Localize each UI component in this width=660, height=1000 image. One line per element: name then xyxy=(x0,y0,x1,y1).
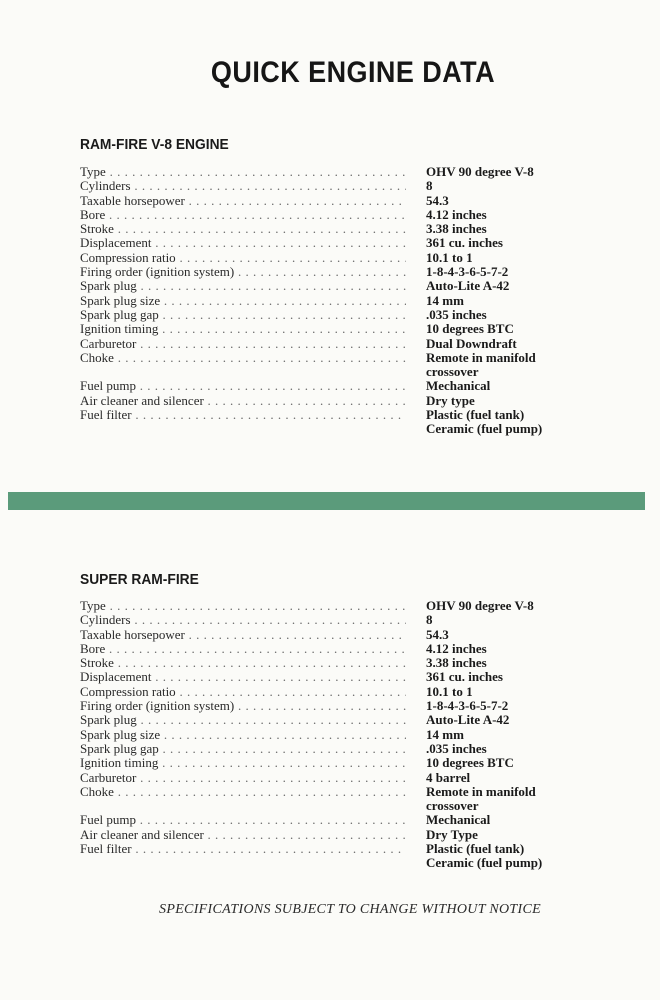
spec-label: Firing order (ignition system) . . . xyxy=(80,699,406,713)
spec-value: 3.38 inches xyxy=(426,221,487,237)
spec-label: Displacement . . . xyxy=(80,670,406,684)
spec-row-continuation xyxy=(80,856,600,870)
spec-label: Cylinders . . . xyxy=(80,613,406,627)
spec-value: Remote in manifold xyxy=(426,349,536,365)
spec-row xyxy=(80,842,600,856)
spec-value: Mechanical xyxy=(426,812,491,828)
spec-value: Plastic (fuel tank) xyxy=(426,841,525,857)
spec-value: 361 cu. inches xyxy=(426,669,503,685)
spec-row xyxy=(80,771,600,785)
spec-row-continuation xyxy=(80,422,600,436)
spec-row xyxy=(80,785,600,799)
spec-value: 14 mm xyxy=(426,292,464,308)
spec-value-continuation: Ceramic (fuel pump) xyxy=(426,421,543,437)
spec-value: 10 degrees BTC xyxy=(426,755,514,771)
spec-list-ram-fire xyxy=(80,165,600,437)
spec-value: Auto-Lite A-42 xyxy=(426,278,510,294)
spec-row xyxy=(80,222,600,236)
footer-notice: SPECIFICATIONS SUBJECT TO CHANGE WITHOUT NOTICE xyxy=(159,902,541,917)
spec-row xyxy=(80,713,600,727)
spec-row xyxy=(80,642,600,656)
spec-row xyxy=(80,599,600,613)
spec-row xyxy=(80,308,600,322)
spec-row xyxy=(80,165,600,179)
spec-label: Carburetor . . . xyxy=(80,771,406,785)
spec-row xyxy=(80,294,600,308)
spec-row-continuation xyxy=(80,365,600,379)
spec-row xyxy=(80,337,600,351)
spec-value: Dry type xyxy=(426,392,475,408)
spec-label: Type . . . xyxy=(80,599,406,613)
spec-value: 4 barrel xyxy=(426,769,471,785)
spec-label: Bore . . . xyxy=(80,208,406,222)
section-heading-super-ram-fire: SUPER RAM-FIRE xyxy=(80,571,199,588)
spec-row xyxy=(80,656,600,670)
spec-value: Auto-Lite A-42 xyxy=(426,712,510,728)
spec-label: Carburetor . . . xyxy=(80,337,406,351)
spec-label: Cylinders . . . xyxy=(80,179,406,193)
spec-row xyxy=(80,756,600,770)
spec-label: Choke . . . xyxy=(80,351,406,365)
spec-value: 4.12 inches xyxy=(426,206,487,222)
spec-row xyxy=(80,179,600,193)
spec-value: Dual Downdraft xyxy=(426,335,517,351)
spec-row xyxy=(80,351,600,365)
spec-value: 361 cu. inches xyxy=(426,235,503,251)
spec-label: Firing order (ignition system) . . . xyxy=(80,265,406,279)
spec-value: 3.38 inches xyxy=(426,655,487,671)
spec-row xyxy=(80,394,600,408)
spec-value: 1-8-4-3-6-5-7-2 xyxy=(426,264,509,280)
spec-value: Mechanical xyxy=(426,378,491,394)
spec-label: Taxable horsepower . . . xyxy=(80,194,406,208)
spec-row xyxy=(80,742,600,756)
spec-row xyxy=(80,208,600,222)
section-heading-ram-fire: RAM-FIRE V-8 ENGINE xyxy=(80,136,229,153)
spec-label: Fuel pump . . . xyxy=(80,379,406,393)
spec-label: Choke . . . xyxy=(80,785,406,799)
spec-value: 10 degrees BTC xyxy=(426,321,514,337)
spec-label: Displacement . . . xyxy=(80,236,406,250)
spec-value: 10.1 to 1 xyxy=(426,249,473,265)
spec-value: 54.3 xyxy=(426,626,449,642)
spec-row xyxy=(80,613,600,627)
spec-label: Ignition timing . . . xyxy=(80,756,406,770)
spec-value: 8 xyxy=(426,178,433,194)
spec-row xyxy=(80,194,600,208)
spec-label: Ignition timing . . . xyxy=(80,322,406,336)
spec-label: Fuel filter . . . xyxy=(80,408,406,422)
spec-label: Taxable horsepower . . . xyxy=(80,628,406,642)
spec-row xyxy=(80,408,600,422)
spec-label: Spark plug . . . xyxy=(80,713,406,727)
spec-value-continuation: Ceramic (fuel pump) xyxy=(426,855,543,871)
spec-label: Spark plug . . . xyxy=(80,279,406,293)
spec-row xyxy=(80,265,600,279)
spec-label: Stroke . . . xyxy=(80,222,406,236)
spec-value: OHV 90 degree V-8 xyxy=(426,164,534,179)
spec-value: OHV 90 degree V-8 xyxy=(426,598,534,613)
green-divider-band xyxy=(8,492,645,510)
spec-row xyxy=(80,628,600,642)
spec-value-continuation: crossover xyxy=(426,364,479,380)
spec-row xyxy=(80,670,600,684)
spec-label: Fuel filter . . . xyxy=(80,842,406,856)
spec-label: Compression ratio . . . xyxy=(80,685,406,699)
spec-value: 1-8-4-3-6-5-7-2 xyxy=(426,698,509,714)
spec-value: Plastic (fuel tank) xyxy=(426,407,525,423)
spec-row xyxy=(80,251,600,265)
spec-row xyxy=(80,322,600,336)
spec-label: Bore . . . xyxy=(80,642,406,656)
spec-label: Compression ratio . . . xyxy=(80,251,406,265)
spec-row xyxy=(80,379,600,393)
spec-label: Spark plug gap . . . xyxy=(80,742,406,756)
spec-label: Spark plug gap . . . xyxy=(80,308,406,322)
spec-row xyxy=(80,279,600,293)
spec-value: 8 xyxy=(426,612,433,628)
spec-row xyxy=(80,699,600,713)
spec-value: Remote in manifold xyxy=(426,783,536,799)
spec-label: Fuel pump . . . xyxy=(80,813,406,827)
spec-value-continuation: crossover xyxy=(426,798,479,814)
spec-row xyxy=(80,685,600,699)
spec-value: 54.3 xyxy=(426,192,449,208)
spec-label: Air cleaner and silencer . . . xyxy=(80,828,406,842)
spec-label: Spark plug size . . . xyxy=(80,728,406,742)
spec-label: Spark plug size . . . xyxy=(80,294,406,308)
spec-row xyxy=(80,828,600,842)
spec-label: Air cleaner and silencer . . . xyxy=(80,394,406,408)
spec-value: 10.1 to 1 xyxy=(426,683,473,699)
spec-row xyxy=(80,813,600,827)
spec-value: 4.12 inches xyxy=(426,640,487,656)
spec-list-super-ram-fire xyxy=(80,599,600,871)
spec-value: Dry Type xyxy=(426,826,478,842)
spec-row xyxy=(80,728,600,742)
spec-label: Type . . . xyxy=(80,165,406,179)
spec-value: .035 inches xyxy=(426,740,487,756)
spec-value: 14 mm xyxy=(426,726,464,742)
spec-label: Stroke . . . xyxy=(80,656,406,670)
spec-row xyxy=(80,236,600,250)
spec-value: .035 inches xyxy=(426,306,487,322)
page-title: QUICK ENGINE DATA xyxy=(210,56,496,89)
spec-row-continuation xyxy=(80,799,600,813)
